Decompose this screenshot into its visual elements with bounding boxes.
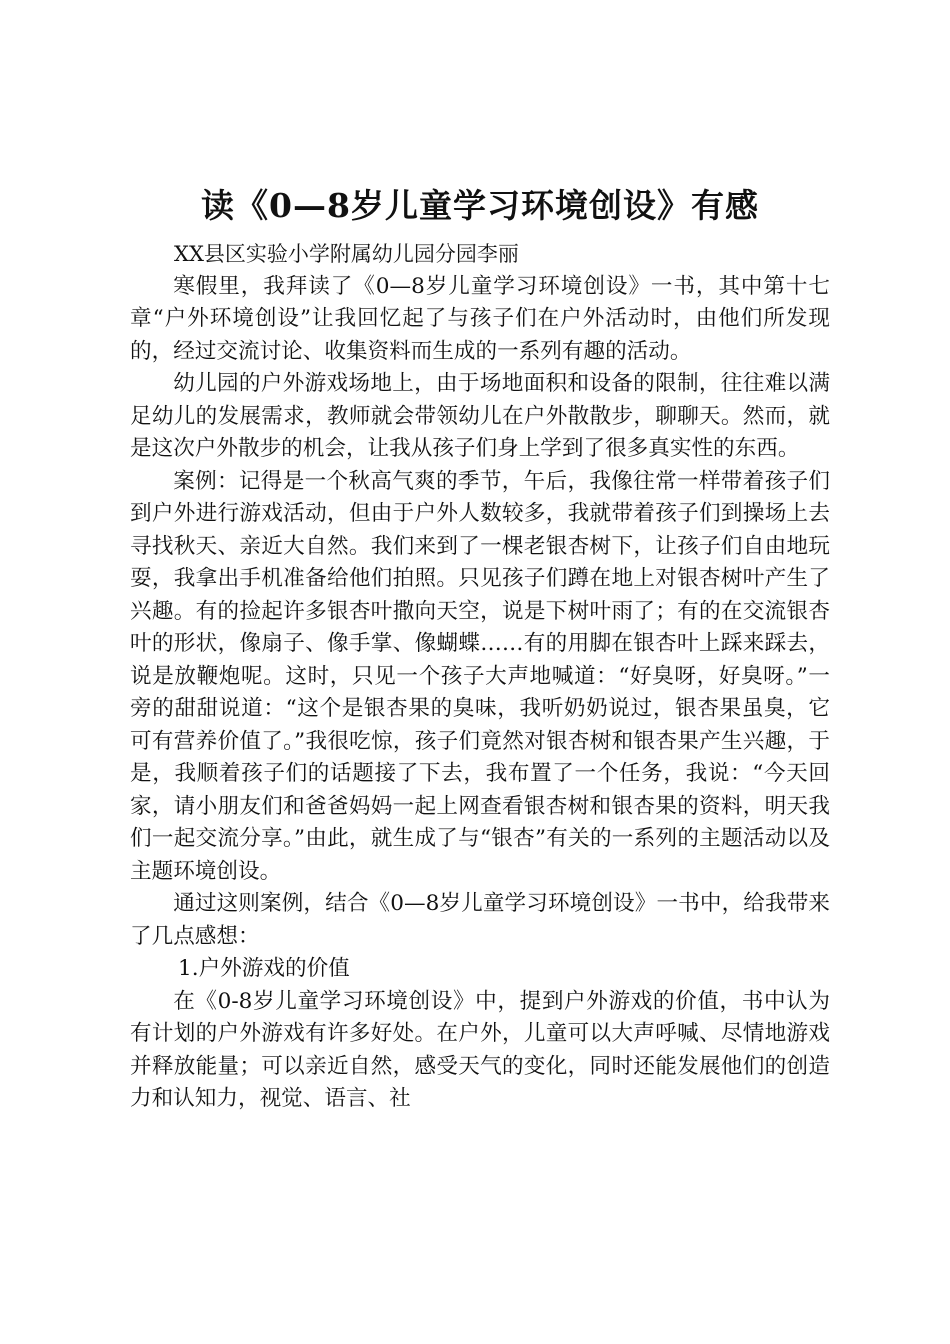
author-line: XX县区实验小学附属幼儿园分园李丽 <box>174 242 519 266</box>
paragraph-intro: 寒假里，我拜读了《0—8岁儿童学习环境创设》一书，其中第十七章“户外环境创设”让我回忆起了与孩子们在户外活动时，由他们所发现的，经过交流讨论、收集资料而生成的一系列有趣的活动。 <box>130 273 830 364</box>
document-page <box>130 180 830 1116</box>
section-heading: 1.户外游戏的价值 <box>178 956 350 981</box>
paragraph-case: 案例：记得是一个秋高气爽的季节，午后，我像往常一样带着孩子们到户外进行游戏活动，但由于户外人数较多，我就带着孩子们到操场上去寻找秋天、亲近大自然。我们来到了一棵老银杏树下，让孩子们自由地玩耍，我拿出手机准备给他们拍照。只见孩子们蹲在地上对银杏树叶产生了兴趣。有的捡起许多银杏叶撒向天空，说是下树叶雨了；有的在交流银杏叶的形状，像扇子、像手掌、像蝴蝶……有的用脚在银杏叶上踩来踩去，说是放鞭炮呢。这时，只见一个孩子大声地喊道：“好臭呀，好臭呀。”一旁的甜甜说道：“这个是银杏果的臭味，我听奶奶说过，银杏果虽臭，它可有营养价值了。”我很吃惊，孩子们竟然对银杏树和银杏果产生兴趣，于是，我顺着孩子们的话题接了下去，我布置了一个任务，我说：“今天回家，请小朋友们和爸爸妈妈一起上网查看银杏树和银杏果的资料，明天我们一起交流分享。”由此，就生成了与“银杏”有关的一系列的主题活动以及主题环境创设。 <box>130 468 830 884</box>
paragraph-playground: 幼儿园的户外游戏场地上，由于场地面积和设备的限制，往往难以满足幼儿的发展需求，教师就会带领幼儿在户外散散步，聊聊天。然而，就是这次户外散步的机会，让我从孩子们身上学到了很多真实性的东西。 <box>130 371 830 461</box>
paragraph-reflection: 通过这则案例，结合《0—8岁儿童学习环境创设》一书中，给我带来了几点感想： <box>130 891 830 949</box>
paragraph-outdoor-value: 在《0-8岁儿童学习环境创设》中，提到户外游戏的价值，书中认为有计划的户外游戏有许多好处。在户外，儿童可以大声呼喊、尽情地游戏并释放能量；可以亲近自然，感受天气的变化，同时还能发展他们的创造力和认知力，视觉、语言、社 <box>130 988 830 1111</box>
document-title: 读《0—8岁儿童学习环境创设》有感 <box>201 186 759 225</box>
